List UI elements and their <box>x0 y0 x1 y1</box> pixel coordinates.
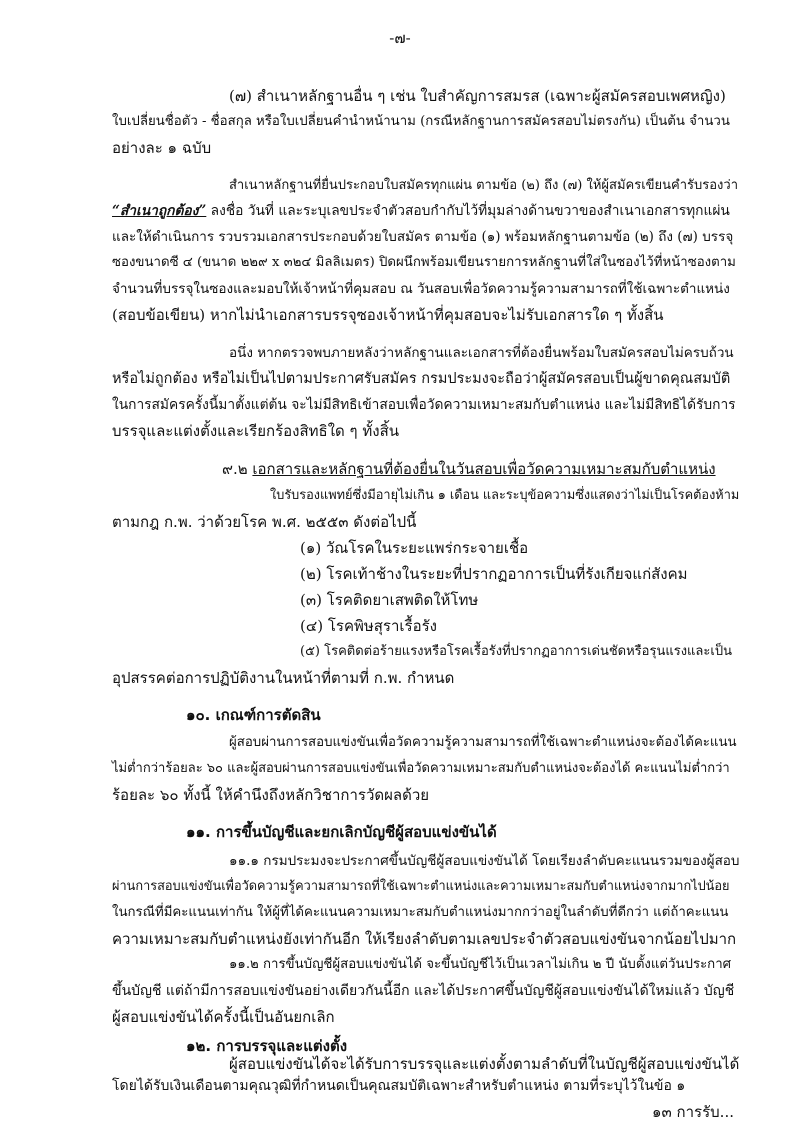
certify-phrase: “สำเนาถูกต้อง” <box>112 203 207 219</box>
sec92-heading <box>222 459 716 479</box>
sec11-p1-line3: ในกรณีที่มีคะแนนเท่ากัน ให้ผู้ที่ได้คะแนนความเหมาะสมกับตำแหน่งมากกว่าอยู่ในลำดับที่ดีกว่า แต่ถ้าคะแนน <box>112 905 729 920</box>
sec12-line1: ผู้สอบแข่งขันได้จะได้รับการบรรจุและแต่งตั้งตามลำดับที่ในบัญชีผู้สอบแข่งขันได้ <box>229 1055 740 1073</box>
certify-line5: จำนวนที่บรรจุในซองและมอบให้เจ้าหน้าที่คุมสอบ ณ วันสอบเพื่อวัดความรู้ความสามารถที่ใช้เฉพาะตำแหน่ง <box>112 281 730 297</box>
sec92-item-2: (๒) โรคเท้าช้างในระยะที่ปรากฏอาการเป็นที่รังเกียจแก่สังคม <box>300 565 688 583</box>
sec11-p2-line3: ผู้สอบแข่งขันได้ครั้งนี้เป็นอันยกเลิก <box>112 1008 335 1026</box>
certify-line1: สำเนาหลักฐานที่ยื่นประกอบใบสมัครทุกแผ่น ตามข้อ (๒) ถึง (๗) ให้ผู้สมัครเขียนคำรับรองว่า <box>229 178 738 193</box>
sec12-line2: โดยได้รับเงินเดือนตามคุณวุฒิที่กำหนดเป็นคุณสมบัติเฉพาะสำหรับตำแหน่ง ตามที่ระบุไว้ในข้อ ๑ <box>112 1078 686 1094</box>
sec12-heading: ๑๒. การบรรจุและแต่งตั้ง <box>186 1037 348 1055</box>
certify-line6: (สอบข้อเขียน) หากไม่นำเอกสารบรรจุซองเจ้าหน้าที่คุมสอบจะไม่รับเอกสารใด ๆ ทั้งสิ้น <box>112 306 664 324</box>
sec11-p1-line2: ผ่านการสอบแข่งขันเพื่อวัดความรู้ความสามารถที่ใช้เฉพาะตำแหน่งและความเหมาะสมกับตำแหน่งจากมากไปน้อย <box>112 879 730 894</box>
certify-line4: ซองขนาดซี ๔ (ขนาด ๒๒๙ x ๓๒๔ มิลลิเมตร) ปิดผนึกพร้อมเขียนรายการหลักฐานที่ใส่ในซองไว้ที่หน้าซองตาม <box>112 255 736 270</box>
sec10-line1: ผู้สอบผ่านการสอบแข่งขันเพื่อวัดความรู้ความสามารถที่ใช้เฉพาะตำแหน่งจะต้องได้คะแนน <box>229 735 737 750</box>
sec11-heading: ๑๑. การขึ้นบัญชีและยกเลิกบัญชีผู้สอบแข่งขันได้ <box>186 823 497 841</box>
sec11-p1-line1: ๑๑.๑ กรมประมงจะประกาศขึ้นบัญชีผู้สอบแข่งขันได้ โดยเรียงลำดับคะแนนรวมของผู้สอบ <box>229 853 740 869</box>
para7-line2: ใบเปลี่ยนชื่อตัว - ชื่อสกุล หรือใบเปลี่ยนคำนำหน้านาม (กรณีหลักฐานการสมัครสอบไม่ตรงกัน) เป็นต้น จำนวน <box>112 114 730 129</box>
certify-line2 <box>112 201 730 221</box>
sec92-line1: ใบรับรองแพทย์ซึ่งมีอายุไม่เกิน ๑ เดือน และระบุข้อความซึ่งแสดงว่าไม่เป็นโรคต้องห้าม <box>270 488 740 503</box>
certify-line3: และให้ดำเนินการ รวบรวมเอกสารประกอบด้วยใบสมัคร ตามข้อ (๑) พร้อมหลักฐานตามข้อ (๒) ถึง (๗) บรรจุ <box>112 229 734 245</box>
sec10-heading: ๑๐. เกณฑ์การตัดสิน <box>186 706 321 724</box>
notice-line1: อนึ่ง หากตรวจพบภายหลังว่าหลักฐานและเอกสารที่ต้องยื่นพร้อมใบสมัครสอบไม่ครบถ้วน <box>229 345 734 361</box>
sec11-p2-line2: ขึ้นบัญชี แต่ถ้ามีการสอบแข่งขันอย่างเดียวกันนี้อีก และได้ประกาศขึ้นบัญชีผู้สอบแข่งขันได้ใหม่แล้ว บัญชี <box>112 983 735 999</box>
continued-note: ๑๓ การรับ... <box>652 1103 734 1121</box>
notice-line4: บรรจุและแต่งตั้งและเรียกร้องสิทธิใด ๆ ทั้งสิ้น <box>112 422 399 440</box>
para7-line3: อย่างละ ๑ ฉบับ <box>112 139 212 157</box>
sec10-line2: ไม่ต่ำกว่าร้อยละ ๖๐ และผู้สอบผ่านการสอบแข่งขันเพื่อวัดความเหมาะสมกับตำแหน่งจะต้องได้ คะแนนไม่ต่ำกว่า <box>112 761 730 776</box>
para7-line1: (๗) สำเนาหลักฐานอื่น ๆ เช่น ใบสำคัญการสมรส (เฉพาะผู้สมัครสอบเพศหญิง) <box>229 87 726 105</box>
certify-line2-rest: ลงชื่อ วันที่ และระบุเลขประจำตัวสอบกำกับไว้ที่มุมล่างด้านขวาของสำเนาเอกสารทุกแผ่น <box>206 203 730 219</box>
sec92-item-5: (๕) โรคติดต่อร้ายแรงหรือโรคเรื้อรังที่ปรากฏอาการเด่นชัดหรือรุนแรงและเป็น <box>300 644 732 659</box>
notice-line3: ในการสมัครครั้งนี้มาตั้งแต่ต้น จะไม่มีสิทธิเข้าสอบเพื่อวัดความเหมาะสมกับตำแหน่ง และไม่มีสิทธิได้รับการ <box>112 397 736 413</box>
sec11-p1-line4: ความเหมาะสมกับตำแหน่งยังเท่ากันอีก ให้เรียงลำดับตามเลขประจำตัวสอบแข่งขันจากน้อยไปมาก <box>112 930 737 948</box>
sec92-item-4: (๔) โรคพิษสุราเรื้อรัง <box>300 617 437 635</box>
sec92-item5-cont: อุปสรรคต่อการปฏิบัติงานในหน้าที่ตามที่ ก.พ. กำหนด <box>112 669 455 687</box>
sec11-p2-line1: ๑๑.๒ การขึ้นบัญชีผู้สอบแข่งขันได้ จะขึ้นบัญชีไว้เป็นเวลาไม่เกิน ๒ ปี นับตั้งแต่วันประกาศ <box>229 957 732 972</box>
sec92-line2: ตามกฎ ก.พ. ว่าด้วยโรค พ.ศ. ๒๕๕๓ ดังต่อไปนี้ <box>112 513 417 531</box>
sec10-line3: ร้อยละ ๖๐ ทั้งนี้ ให้คำนึงถึงหลักวิชาการวัดผลด้วย <box>112 786 430 804</box>
sec92-item-3: (๓) โรคติดยาเสพติดให้โทษ <box>300 591 479 609</box>
sec92-item-1: (๑) วัณโรคในระยะแพร่กระจายเชื้อ <box>300 539 529 557</box>
sec92-num: ๙.๒ <box>222 460 253 478</box>
notice-line2: หรือไม่ถูกต้อง หรือไม่เป็นไปตามประกาศรับสมัคร กรมประมงจะถือว่าผู้สมัครสอบเป็นผู้ขาดคุณสมบัติ <box>112 371 731 387</box>
sec92-heading-text: เอกสารและหลักฐานที่ต้องยื่นในวันสอบเพื่อวัดความเหมาะสมกับตำแหน่ง <box>252 460 716 478</box>
page-number: -๗- <box>389 29 411 47</box>
